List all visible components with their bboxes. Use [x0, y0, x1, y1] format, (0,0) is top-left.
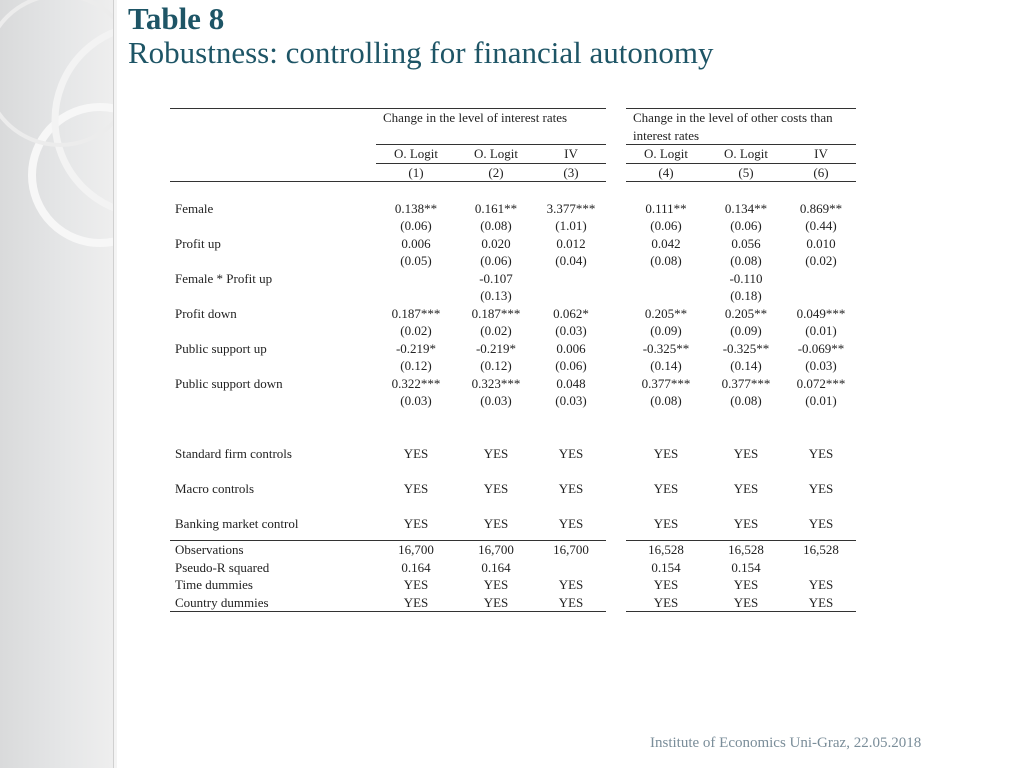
row-label — [170, 357, 376, 375]
coef-row — [170, 305, 856, 323]
table-cell — [376, 287, 456, 305]
row-label: Country dummies — [170, 594, 376, 612]
table-cell: (0.08) — [480, 218, 512, 233]
table-cell: (0.13) — [480, 288, 512, 303]
se-row — [170, 252, 856, 270]
table-cell: -0.069** — [797, 340, 845, 356]
table-cell: YES — [786, 594, 856, 612]
table-cell: YES — [733, 480, 759, 496]
table-cell: 0.322*** — [391, 375, 441, 391]
stat-row — [170, 594, 856, 612]
se-row — [170, 392, 856, 410]
table-cell — [786, 270, 856, 288]
table-cell: YES — [558, 515, 584, 531]
model-number-1: (1) — [376, 163, 456, 182]
table-cell: YES — [733, 577, 759, 592]
table-cell: YES — [403, 480, 429, 496]
table-cell: (0.06) — [650, 218, 682, 233]
table-cell: 0.187*** — [391, 305, 441, 321]
model-number-4: (4) — [626, 163, 706, 182]
footer-institution-date: Institute of Economics Uni-Graz, 22.05.2018 — [650, 735, 922, 751]
table-cell: -0.107 — [479, 270, 513, 286]
table-cell: (0.06) — [730, 218, 762, 233]
control-row — [170, 480, 856, 498]
table-cell: (0.02) — [805, 253, 837, 268]
model-number-3: (3) — [536, 163, 606, 182]
table-cell: 0.056 — [731, 235, 761, 251]
table-cell: -0.219* — [395, 340, 437, 356]
slide-subtitle: Robustness: controlling for financial autonomy — [128, 35, 714, 70]
se-row — [170, 287, 856, 305]
table-cell: (0.08) — [730, 253, 762, 268]
control-row — [170, 445, 856, 463]
table-cell: -0.110 — [729, 270, 763, 286]
se-row — [170, 357, 856, 375]
variables-section — [170, 200, 856, 445]
stat-row — [170, 576, 856, 594]
regression-table-container — [170, 108, 856, 612]
table-cell: (0.06) — [555, 358, 587, 373]
table-cell: (1.01) — [555, 218, 587, 233]
table-cell: 0.134** — [724, 200, 768, 216]
coef-row — [170, 270, 856, 288]
group-header-other-costs: Change in the level of other costs than interest rates — [626, 109, 856, 145]
table-cell: (0.09) — [650, 323, 682, 338]
header-group-row — [170, 109, 856, 145]
table-cell: (0.03) — [400, 393, 432, 408]
statistics-section — [170, 541, 856, 612]
row-label: Profit up — [175, 235, 221, 251]
table-cell: 0.377*** — [641, 375, 691, 391]
row-label — [170, 322, 376, 340]
spacer-row — [170, 532, 856, 541]
header-stub — [170, 109, 376, 145]
side-band-edge — [113, 0, 117, 768]
row-label: Banking market control — [175, 515, 299, 531]
table-cell: 0.164 — [401, 559, 431, 575]
table-cell: 16,528 — [786, 541, 856, 559]
table-cell: 0.154 — [731, 559, 761, 575]
stat-row — [170, 559, 856, 577]
control-row — [170, 515, 856, 533]
table-cell: 16,528 — [626, 541, 706, 559]
table-cell — [786, 559, 856, 577]
table-cell: 0.164 — [481, 559, 511, 575]
row-label: Public support up — [175, 340, 267, 356]
row-label — [170, 252, 376, 270]
table-cell: -0.325** — [642, 340, 690, 356]
table-cell: -0.219* — [475, 340, 517, 356]
table-cell: 0.205** — [724, 305, 768, 321]
se-row — [170, 217, 856, 235]
row-label — [170, 217, 376, 235]
row-label — [170, 287, 376, 305]
table-cell: YES — [733, 445, 759, 461]
model-type-2: O. Logit — [456, 145, 536, 164]
table-cell: (0.14) — [730, 358, 762, 373]
table-cell: YES — [653, 515, 679, 531]
table-cell: 16,700 — [376, 541, 456, 559]
table-cell: (0.01) — [805, 323, 837, 338]
table-cell: YES — [626, 594, 706, 612]
table-cell: (0.08) — [650, 253, 682, 268]
table-cell: 0.010 — [806, 235, 836, 251]
table-cell: (0.08) — [650, 393, 682, 408]
controls-section — [170, 445, 856, 541]
table-cell — [536, 287, 606, 305]
row-label: Female — [175, 200, 214, 216]
table-cell: 0.205** — [644, 305, 688, 321]
spacer-row — [170, 410, 856, 445]
coef-row — [170, 235, 856, 253]
table-cell: (0.03) — [555, 393, 587, 408]
table-cell: (0.14) — [650, 358, 682, 373]
table-cell: 16,700 — [536, 541, 606, 559]
table-cell: YES — [653, 480, 679, 496]
table-cell — [626, 270, 706, 288]
decorative-side-band — [0, 0, 113, 768]
table-cell: 0.048 — [556, 375, 586, 391]
table-cell: (0.03) — [805, 358, 837, 373]
header-number-row — [170, 163, 856, 182]
row-label: Public support down — [175, 375, 283, 391]
table-cell: YES — [483, 445, 509, 461]
table-cell — [536, 559, 606, 577]
table-cell: YES — [403, 445, 429, 461]
table-cell: YES — [376, 594, 456, 612]
table-cell: YES — [808, 577, 834, 592]
table-cell: (0.03) — [555, 323, 587, 338]
row-label: Profit down — [175, 305, 237, 321]
table-cell: -0.325** — [722, 340, 770, 356]
table-cell: 0.062* — [553, 305, 589, 321]
table-cell: 0.187*** — [471, 305, 521, 321]
row-label: Observations — [170, 541, 376, 559]
model-number-6: (6) — [786, 163, 856, 182]
table-cell: YES — [808, 445, 834, 461]
table-cell: (0.06) — [480, 253, 512, 268]
coef-row — [170, 200, 856, 218]
stat-row — [170, 541, 856, 559]
table-cell: 0.869** — [799, 200, 843, 216]
table-cell: (0.05) — [400, 253, 432, 268]
table-cell: YES — [403, 515, 429, 531]
table-cell: (0.08) — [730, 393, 762, 408]
table-cell: YES — [558, 445, 584, 461]
table-cell: YES — [733, 515, 759, 531]
table-cell: (0.12) — [480, 358, 512, 373]
table-cell: YES — [483, 480, 509, 496]
table-cell: 0.020 — [481, 235, 511, 251]
row-label: Pseudo-R squared — [175, 559, 270, 575]
row-label: Macro controls — [175, 480, 255, 496]
spacer-row — [170, 497, 856, 515]
spacer-row — [170, 462, 856, 480]
model-type-6: IV — [786, 145, 856, 164]
table-cell: YES — [483, 577, 509, 592]
table-cell: (0.44) — [805, 218, 837, 233]
table-cell: 0.006 — [556, 340, 586, 356]
row-label — [170, 392, 376, 410]
table-cell: 0.049*** — [796, 305, 846, 321]
table-cell: 0.072*** — [796, 375, 846, 391]
table-cell: YES — [558, 577, 584, 592]
table-cell: YES — [653, 577, 679, 592]
table-cell: (0.04) — [555, 253, 587, 268]
header-model-row — [170, 145, 856, 164]
model-number-5: (5) — [706, 163, 786, 182]
table-cell: 0.006 — [401, 235, 431, 251]
model-type-3: IV — [536, 145, 606, 164]
table-cell: (0.18) — [730, 288, 762, 303]
table-cell — [536, 270, 606, 288]
table-cell: YES — [558, 480, 584, 496]
table-cell: 0.012 — [556, 235, 586, 251]
group-header-interest-rates: Change in the level of interest rates — [376, 109, 606, 145]
row-label: Female * Profit up — [175, 270, 273, 286]
table-cell: (0.02) — [400, 323, 432, 338]
table-cell: 0.138** — [394, 200, 438, 216]
slide-title: Table 8 — [128, 1, 225, 36]
model-type-4: O. Logit — [626, 145, 706, 164]
table-cell — [626, 287, 706, 305]
table-cell: 16,700 — [456, 541, 536, 559]
table-cell: 0.154 — [651, 559, 681, 575]
table-cell: YES — [706, 594, 786, 612]
se-row — [170, 322, 856, 340]
row-label: Time dummies — [175, 577, 253, 592]
table-cell: YES — [536, 594, 606, 612]
coef-row — [170, 340, 856, 358]
table-cell — [376, 270, 456, 288]
table-cell: 0.111** — [645, 200, 687, 216]
table-cell: (0.03) — [480, 393, 512, 408]
table-cell: YES — [483, 515, 509, 531]
table-cell: YES — [456, 594, 536, 612]
table-cell: 0.323*** — [471, 375, 521, 391]
row-label: Standard firm controls — [175, 445, 292, 461]
table-cell: (0.12) — [400, 358, 432, 373]
table-cell: YES — [653, 445, 679, 461]
spacer-row — [170, 182, 856, 200]
table-cell: 0.161** — [474, 200, 518, 216]
table-cell: YES — [808, 480, 834, 496]
coef-row — [170, 375, 856, 393]
table-cell: YES — [403, 577, 429, 592]
table-cell — [786, 287, 856, 305]
table-cell: 3.377*** — [546, 200, 596, 216]
model-type-1: O. Logit — [376, 145, 456, 164]
table-cell: (0.06) — [400, 218, 432, 233]
model-number-2: (2) — [456, 163, 536, 182]
table-cell: 0.042 — [651, 235, 681, 251]
table-cell: 0.377*** — [721, 375, 771, 391]
regression-table — [170, 108, 856, 612]
table-cell: (0.01) — [805, 393, 837, 408]
table-cell: (0.02) — [480, 323, 512, 338]
table-cell: 16,528 — [706, 541, 786, 559]
decorative-arcs — [0, 0, 113, 768]
model-type-5: O. Logit — [706, 145, 786, 164]
table-cell: (0.09) — [730, 323, 762, 338]
table-cell: YES — [808, 515, 834, 531]
